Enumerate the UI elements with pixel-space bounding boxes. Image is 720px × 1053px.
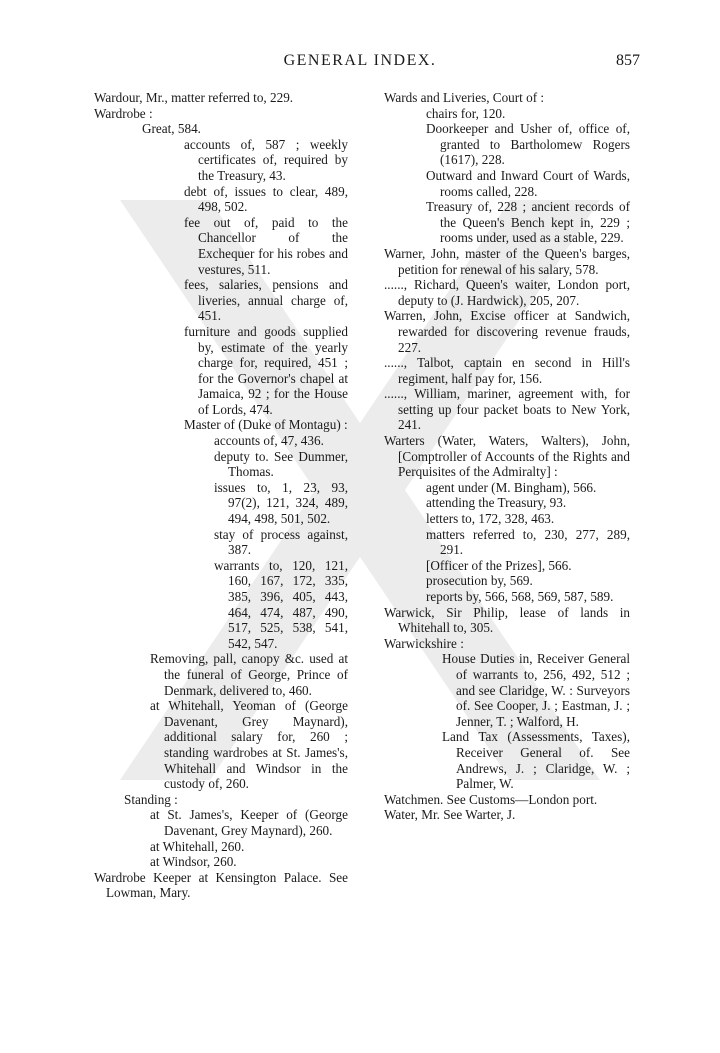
index-entry-text: accounts of, 47, 436. (214, 433, 324, 449)
index-entry (94, 90, 348, 106)
index-entry-text: Doorkeeper and Usher of, office of, granted to Bartholomew Rogers (1617), 228. (426, 121, 630, 168)
index-entry (94, 527, 348, 558)
index-entry-text: attending the Treasury, 93. (426, 495, 567, 511)
index-entry (384, 168, 630, 199)
index-entry (94, 121, 348, 137)
index-entry (94, 792, 348, 808)
index-entry (384, 807, 630, 823)
index-entry-text: Standing : (124, 791, 178, 807)
index-entry-text: fees, salaries, pensions and liveries, annual charge of, 451. (184, 277, 348, 324)
index-entry-text: Outward and Inward Court of Wards, rooms called, 228. (426, 167, 630, 199)
index-entry (94, 137, 348, 184)
index-entry-text: ......, William, mariner, agreement with, for setting up four packet boats to New York, 241. (384, 386, 630, 433)
index-entry (94, 417, 348, 433)
index-entry (384, 589, 630, 605)
index-entry (94, 106, 348, 122)
index-entry-text: furniture and goods supplied by, estimate of the yearly charge for, required, 451 ; for the Governor's chapel at Jamaica, 92 ; for the House of Lords, 474. (184, 323, 348, 417)
index-entry (384, 792, 630, 808)
index-entry-text: prosecution by, 569. (426, 573, 533, 589)
index-entry-text: reports by, 566, 568, 569, 587, 589. (426, 589, 614, 604)
index-entry-text: accounts of, 587 ; weekly certificates of, required by the Treasury, 43. (184, 136, 348, 183)
index-entry (384, 90, 630, 106)
index-entry (384, 573, 630, 589)
index-entry (384, 558, 630, 574)
index-entry (94, 449, 348, 480)
index-entry-text: Wards and Liveries, Court of : (384, 90, 545, 105)
index-entry-text: agent under (M. Bingham), 566. (426, 479, 597, 495)
index-entry (384, 277, 630, 308)
index-entry-text: Warters (Water, Waters, Walters), John, [Comptroller of Accounts of the Rights and Perquisites of the Admiralty] : (384, 433, 630, 480)
index-column-left (94, 90, 348, 901)
index-entry-text: Removing, pall, canopy &c. used at the funeral of George, Prince of Denmark, delivered to, 460. (150, 651, 348, 698)
index-entry-text: deputy to. See Dummer, Thomas. (214, 448, 348, 480)
index-entry (384, 480, 630, 496)
index-entry-text: at St. James's, Keeper of (George Davenant, Grey Maynard), 260. (150, 807, 348, 838)
index-entry-text: warrants to, 120, 121, 160, 167, 172, 335, 385, 396, 405, 443, 464, 474, 487, 490, 517, 525, 538, 541, 542, 547. (214, 557, 348, 651)
index-entry-text: matters referred to, 230, 277, 289, 291. (426, 526, 630, 558)
index-entry-text: [Officer of the Prizes], 566. (426, 557, 572, 573)
index-entry-text: letters to, 172, 328, 463. (426, 511, 555, 527)
index-entry-text: Wardrobe Keeper at Kensington Palace. See Lowman, Mary. (94, 869, 348, 901)
index-column-right (384, 90, 630, 823)
index-entry (384, 605, 630, 636)
page-number: 857 (616, 52, 640, 69)
index-entry (94, 215, 348, 277)
index-entry-text: at Windsor, 260. (150, 854, 237, 870)
page-header (0, 52, 720, 74)
index-entry (384, 651, 630, 729)
index-entry-text: debt of, issues to clear, 489, 498, 502. (184, 183, 348, 215)
index-entry-text: ......, Talbot, captain en second in Hill's regiment, half pay for, 156. (384, 355, 630, 386)
index-entry-text: stay of process against, 387. (214, 526, 348, 558)
index-entry (94, 558, 348, 652)
index-entry (384, 495, 630, 511)
index-entry (384, 527, 630, 558)
index-entry (384, 199, 630, 246)
index-entry (384, 433, 630, 480)
index-entry (94, 277, 348, 324)
index-entry-text: chairs for, 120. (426, 105, 506, 121)
index-entry-text: Wardrobe : (94, 105, 153, 121)
index-entry-text: Warren, John, Excise officer at Sandwich, rewarded for discovering revenue frauds, 227. (384, 308, 630, 355)
index-entry-text: Watchmen. See Customs—London port. (384, 791, 598, 807)
running-title: GENERAL INDEX. (283, 52, 437, 69)
index-entry (384, 308, 630, 355)
index-entry (94, 854, 348, 870)
index-entry-text: Water, Mr. See Warter, J. (384, 807, 516, 823)
index-entry-text: Master of (Duke of Montagu) : (184, 417, 348, 433)
index-entry-text: Great, 584. (142, 121, 201, 137)
index-entry-text: Warwick, Sir Philip, lease of lands in Whitehall to, 305. (384, 604, 630, 636)
index-entry (384, 386, 630, 433)
index-entry (384, 246, 630, 277)
index-entry-text: House Duties in, Receiver General of warrants to, 256, 492, 512 ; and see Claridge, W. : Surveyors of. See Cooper, J. ; Eastman, J. ; Jenner, T. ; Walford, H. (442, 651, 630, 729)
index-entry (94, 870, 348, 901)
index-entry-text: at Whitehall, 260. (150, 838, 245, 854)
index-entry (384, 511, 630, 527)
index-entry-text: Wardour, Mr., matter referred to, 229. (94, 90, 294, 105)
index-entry (94, 324, 348, 418)
index-entry-text: Land Tax (Assessments, Taxes), Receiver General of. See Andrews, J. ; Claridge, W. ; Palmer, W. (442, 729, 630, 792)
index-entry (94, 480, 348, 527)
index-entry (94, 433, 348, 449)
index-entry (94, 651, 348, 698)
index-entry (384, 355, 630, 386)
index-entry-text: ......, Richard, Queen's waiter, London port, deputy to (J. Hardwick), 205, 207. (384, 277, 630, 308)
index-entry (384, 729, 630, 791)
index-entry (94, 184, 348, 215)
index-entry-text: Warner, John, master of the Queen's barges, petition for renewal of his salary, 578. (384, 245, 630, 277)
index-entry (94, 839, 348, 855)
index-entry (384, 636, 630, 652)
index-entry (94, 807, 348, 838)
index-entry (94, 698, 348, 792)
index-entry-text: Treasury of, 228 ; ancient records of the Queen's Bench kept in, 229 ; rooms under, used as a stable, 229. (426, 199, 630, 246)
index-entry-text: fee out of, paid to the Chancellor of the Exchequer for his robes and vestures, 511. (184, 214, 348, 277)
index-entry (384, 121, 630, 168)
index-entry-text: Warwickshire : (384, 635, 464, 651)
index-entry-text: at Whitehall, Yeoman of (George Davenant, Grey Maynard), additional salary for, 260 ; standing wardrobes at St. James's, Whitehall and Windsor in the custody of, 260. (150, 698, 348, 792)
index-entry (384, 106, 630, 122)
index-entry-text: issues to, 1, 23, 93, 97(2), 121, 324, 489, 494, 498, 501, 502. (214, 479, 348, 527)
